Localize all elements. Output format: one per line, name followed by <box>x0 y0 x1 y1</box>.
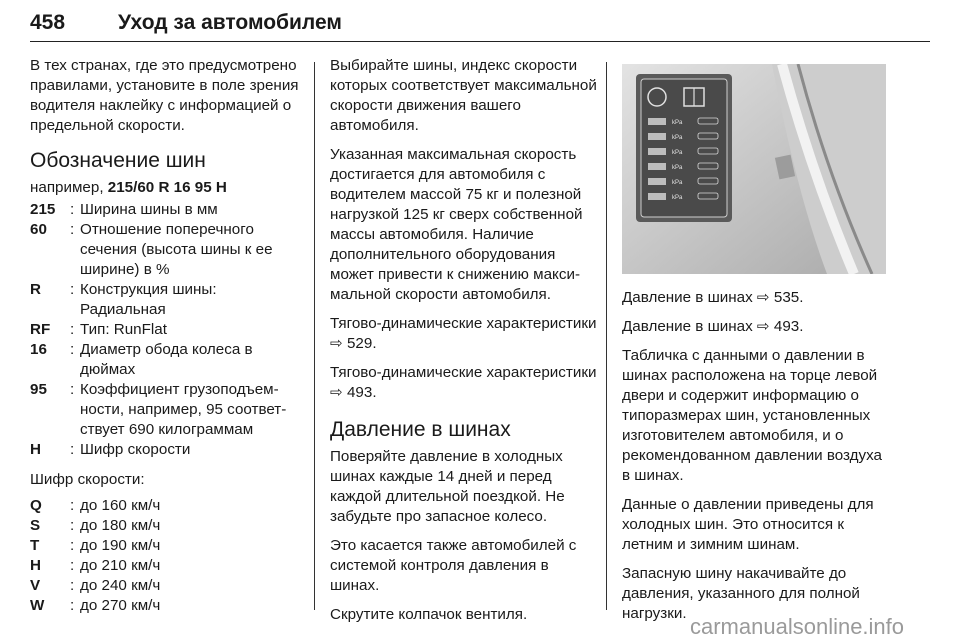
placard-tire-symbol <box>648 193 666 200</box>
placard-unit-label: kPa <box>672 195 683 201</box>
separator-colon: : <box>70 341 75 358</box>
definition-text: до 160 км/ч <box>80 497 161 514</box>
placard-tire-symbol <box>648 178 666 185</box>
arrow-right-icon: ⇨ <box>330 384 343 401</box>
separator-colon: : <box>70 577 75 594</box>
column-divider <box>606 62 607 610</box>
placard-unit-label: kPa <box>672 135 683 141</box>
definition-key: T <box>30 537 40 554</box>
example-prefix: например, <box>30 179 104 196</box>
separator-colon: : <box>70 597 75 614</box>
max-speed-paragraph: Указанная максимальная скорость достигается для автомобиля с водителем массой 75 кг и полезной нагрузкой 125 кг сверх собственной массы автомобиля. Наличие дополнительного оборудования может привести к снижению максимальной скорости автомобиля. <box>330 146 583 303</box>
definition-text: Конструкция шины: Радиальная <box>80 281 217 318</box>
valve-cap-paragraph: Скрутите колпачок вентиля. <box>330 606 528 623</box>
example-code: 215/60 R 16 95 H <box>107 179 227 196</box>
definition-key: H <box>30 441 41 458</box>
chapter-title: Уход за автомобилем <box>118 11 342 34</box>
definition-text: до 210 км/ч <box>80 557 161 574</box>
placard-unit-label: kPa <box>672 180 683 186</box>
column-2 <box>330 56 597 634</box>
arrow-right-icon: ⇨ <box>330 335 343 352</box>
definition-text: Отношение поперечного сечения (высота шины к ее ширине) в % <box>80 221 273 278</box>
speed-code-list <box>30 496 306 616</box>
reference-page: 493 <box>346 384 373 401</box>
placard-tire-symbol <box>648 133 666 140</box>
separator-colon: : <box>70 497 75 514</box>
definition-key: RF <box>30 321 51 338</box>
definition-key: H <box>30 557 41 574</box>
definition-text: Шифр скорости <box>80 441 191 458</box>
cold-tires-paragraph: Данные о давлении приведены для холодных шин. Это относится к летним и зимним шинам. <box>622 496 874 553</box>
watermark: carmanualsonline.info <box>690 614 905 639</box>
definition-text: до 240 км/ч <box>80 577 161 594</box>
definition-key: 16 <box>30 341 47 358</box>
separator-colon: : <box>70 321 75 338</box>
placard-unit-label: kPa <box>672 150 683 156</box>
check-pressure-paragraph: Поверяйте давление в холодных шинах каждые 14 дней и перед каждой длительной поездкой. Не забудьте про запасное колесо. <box>330 448 565 525</box>
separator-colon: : <box>70 281 75 298</box>
intro-paragraph: В тех странах, где это предусмотрено правилами, установите в поле зрения водителя наклейку с информацией о предельной скорости. <box>30 57 299 134</box>
definition-key: 95 <box>30 381 47 398</box>
definition-key: Q <box>30 497 42 514</box>
reference-link[interactable]: Тягово-динамические характеристики ⇨ 493. <box>330 364 597 401</box>
column-divider <box>314 62 315 610</box>
door-placard-illustration <box>622 64 886 274</box>
reference-page: 535 <box>773 289 800 306</box>
definition-key: S <box>30 517 41 534</box>
definition-key: R <box>30 281 41 298</box>
reference-link[interactable]: Давление в шинах ⇨ 535. <box>622 289 804 306</box>
reference-text: Давление в шинах <box>622 289 753 306</box>
definition-key: W <box>30 597 45 614</box>
tire-pressure-placard-photo <box>622 64 886 274</box>
placard-unit-label: kPa <box>672 165 683 171</box>
separator-colon: : <box>70 381 75 398</box>
reference-page: 493 <box>773 318 800 335</box>
separator-colon: : <box>70 517 75 534</box>
page-header <box>30 5 930 42</box>
definition-text: Коэффициент грузоподъемности, например, 95 соответствует 690 килограммам <box>80 381 287 438</box>
definition-key: 60 <box>30 221 47 238</box>
column-3 <box>622 54 886 633</box>
reference-text: Тягово-динамические характеристики <box>330 364 597 381</box>
definition-text: до 190 км/ч <box>80 537 161 554</box>
reference-link[interactable]: Давление в шинах ⇨ 493. <box>622 318 804 335</box>
placard-tire-symbol <box>648 163 666 170</box>
definition-text: Диаметр обода колеса в дюймах <box>80 341 253 378</box>
reference-link[interactable]: Тягово-динамические характеристики ⇨ 529. <box>330 315 597 352</box>
separator-colon: : <box>70 537 75 554</box>
placard-tire-symbol <box>648 118 666 125</box>
definition-key: 215 <box>30 201 56 218</box>
reference-text: Тягово-динамические характеристики <box>330 315 597 332</box>
designation-list <box>30 200 306 460</box>
definition-text: Ширина шины в мм <box>80 201 218 218</box>
page-number: 458 <box>30 11 66 34</box>
reference-page: 529 <box>346 335 373 352</box>
speed-code-heading: Шифр скорости: <box>30 471 145 488</box>
separator-colon: : <box>70 557 75 574</box>
separator-colon: : <box>70 221 75 238</box>
tire-pressure-heading: Давление в шинах <box>330 418 511 441</box>
separator-colon: : <box>70 201 75 218</box>
tpms-paragraph: Это касается также автомобилей с системой контроля давления в шинах. <box>330 537 577 594</box>
placard-location-paragraph: Табличка с данными о давлении в шинах расположена на торце левой двери и содержит информацию о типоразмерах шин, установленных изготовителем автомобиля, и о рекомендованном давлении воздуха в шинах. <box>622 347 883 484</box>
column-1 <box>30 56 306 616</box>
separator-colon: : <box>70 441 75 458</box>
reference-text: Давление в шинах <box>622 318 753 335</box>
definition-text: до 270 км/ч <box>80 597 161 614</box>
definition-text: Тип: RunFlat <box>80 321 167 338</box>
definition-text: до 180 км/ч <box>80 517 161 534</box>
definition-key: V <box>30 577 41 594</box>
placard-tire-symbol <box>648 148 666 155</box>
spare-tire-paragraph: Запасную шину накачивайте до давления, указанного для полной нагрузки. <box>622 565 860 622</box>
tire-designation-heading: Обозначение шин <box>30 149 206 172</box>
arrow-right-icon: ⇨ <box>756 318 770 335</box>
arrow-right-icon: ⇨ <box>756 289 770 306</box>
placard-unit-label: kPa <box>672 120 683 126</box>
tire-example <box>30 178 306 198</box>
speed-index-paragraph: Выбирайте шины, индекс скорости которых соответствует максимальной скорости движения вашего автомобиля. <box>330 57 597 134</box>
